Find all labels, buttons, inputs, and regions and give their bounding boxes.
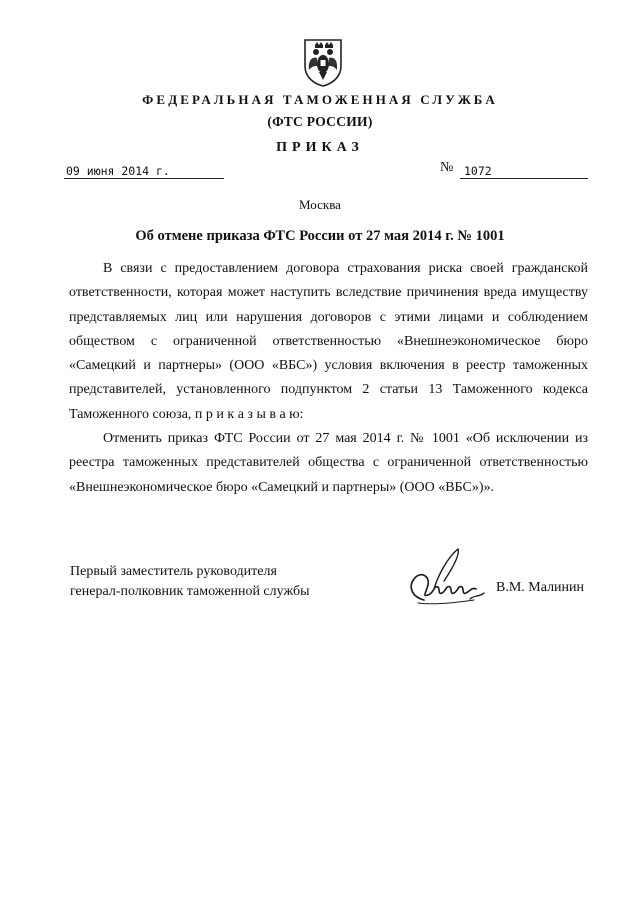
signatory-title-line-1: Первый заместитель руководителя [70, 564, 277, 579]
signatory-title-line-2: генерал-полковник таможенной службы [70, 584, 310, 599]
document-date: 09 июня 2014 г. [66, 164, 170, 178]
document-subject: Об отмене приказа ФТС России от 27 мая 2014 г. № 1001 [135, 228, 505, 244]
handwritten-signature-icon [404, 545, 490, 615]
number-underline [460, 178, 588, 179]
body-paragraph-1: В связи с предоставлением договора страхования риска своей гражданской ответственности, которая может наступить вследствие причинения вреда имуществу представляемых лиц или нарушения договоров с этими лицами и соблюдением обществом с ограниченной ответственностью «Внешнеэкономическое бюро «Самецкий и партнеры» (ООО «ВБС») условия включения в реестр таможенных представителей, установленного подпунктом 2 статьи 13 Таможенного кодекса Таможенного союза, п р и к а з ы в а ю: [69, 261, 588, 422]
document-body [69, 257, 588, 500]
document-type: ПРИКАЗ [276, 140, 364, 155]
double-headed-eagle-emblem-icon [301, 36, 345, 88]
body-paragraph-2: Отменить приказ ФТС России от 27 мая 2014 г. № 1001 «Об исключении из реестра таможенных представителей общества с ограниченной ответственностью «Внешнеэкономическое бюро «Самецкий и партнеры» (ООО «ВБС»)». [69, 431, 588, 495]
agency-name: ФЕДЕРАЛЬНАЯ ТАМОЖЕННАЯ СЛУЖБА [142, 92, 498, 107]
agency-short-name: (ФТС РОССИИ) [267, 114, 373, 129]
document-number: 1072 [464, 164, 492, 178]
signer-name: В.М. Малинин [496, 580, 585, 595]
date-underline [64, 178, 224, 179]
signatory-title [70, 562, 309, 602]
number-sign: № [440, 160, 454, 175]
city: Москва [299, 197, 341, 212]
